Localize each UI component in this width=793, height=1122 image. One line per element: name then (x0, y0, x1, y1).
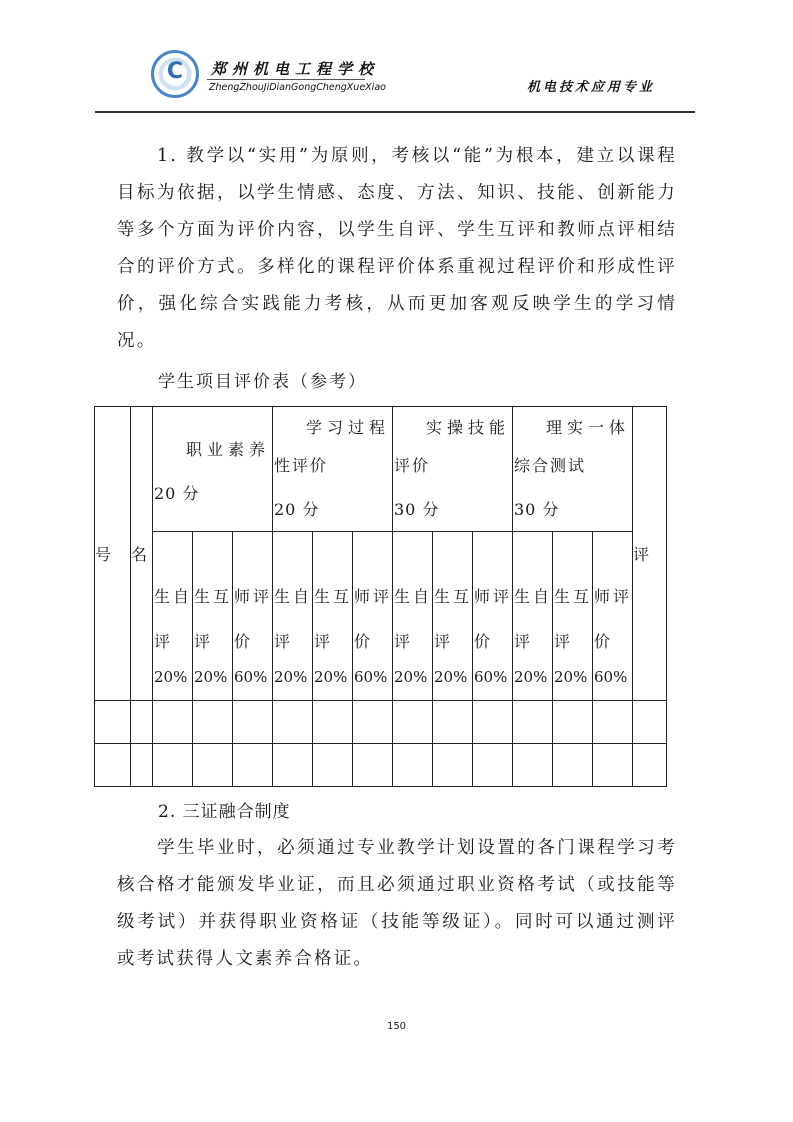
sub-label: 价 (354, 632, 372, 651)
table-cell[interactable] (273, 744, 313, 787)
sub-label: 评 (194, 632, 212, 651)
header-number-label: 号 (95, 545, 112, 564)
section2-title: 2. 三证融合制度 (158, 802, 291, 822)
table-cell[interactable] (193, 701, 233, 744)
group-score: 30 分 (394, 500, 440, 519)
sub-label: 师评 (474, 587, 513, 606)
sub-weight: 20% (274, 668, 308, 686)
sub-label: 生互 (194, 587, 233, 606)
sub-header-cell (513, 532, 553, 701)
group-subtitle: 性评价 (274, 456, 329, 475)
sub-label: 评 (434, 632, 452, 651)
sub-weight: 20% (554, 668, 588, 686)
table-row (95, 701, 667, 744)
sub-weight: 20% (514, 668, 548, 686)
sub-weight: 60% (474, 668, 508, 686)
table-cell[interactable] (633, 701, 667, 744)
table-cell[interactable] (193, 744, 233, 787)
sub-label: 师评 (354, 587, 393, 606)
table-cell[interactable] (473, 744, 513, 787)
table-cell[interactable] (633, 744, 667, 787)
section1-paragraph: 1. 教学以“实用”为原则，考核以“能”为根本，建立以课程目标为依据，以学生情感、态度、方法、知识、技能、创新能力等多个方面为评价内容，以学生自评、学生互评和教师点评相结合的评价方式。多样化的课程评价体系重视过程评价和形成性评价，强化综合实践能力考核，从而更加客观反映学生的学习情况。 (117, 146, 677, 351)
header-total-label: 评 (633, 545, 650, 564)
group-score: 20 分 (154, 484, 200, 503)
table-cell[interactable] (95, 701, 131, 744)
sub-weight: 20% (194, 668, 228, 686)
sub-label: 生自 (274, 587, 313, 606)
page-number: 150 (386, 1021, 407, 1032)
header-total (633, 407, 667, 701)
school-logo-icon (151, 50, 199, 98)
sub-label: 评 (274, 632, 292, 651)
logo-glyph: C (166, 59, 184, 84)
group-header-row (95, 407, 667, 532)
sub-weight: 60% (354, 668, 388, 686)
sub-label: 生互 (554, 587, 593, 606)
table-cell[interactable] (433, 744, 473, 787)
sub-weight: 20% (314, 668, 348, 686)
header-name (131, 407, 153, 701)
school-name-en: ZhengZhouJiDianGongChengXueXiao (209, 82, 386, 93)
table-row (95, 744, 667, 787)
sub-header-cell (193, 532, 233, 701)
sub-header-cell (313, 532, 353, 701)
sub-label: 生互 (434, 587, 473, 606)
group-subtitle: 综合测试 (514, 456, 587, 475)
table-cell[interactable] (513, 744, 553, 787)
group-header (273, 407, 393, 532)
sub-label: 生自 (154, 587, 193, 606)
sub-header-cell (433, 532, 473, 701)
page-header (95, 44, 695, 112)
header-number (95, 407, 131, 701)
sub-label: 价 (474, 632, 492, 651)
table-cell[interactable] (353, 744, 393, 787)
sub-label: 师评 (594, 587, 633, 606)
sub-label: 评 (314, 632, 332, 651)
sub-header-cell (473, 532, 513, 701)
sub-header-cell (153, 532, 193, 701)
sub-label: 评 (394, 632, 412, 651)
sub-weight: 60% (234, 668, 268, 686)
sub-label: 评 (554, 632, 572, 651)
section2-paragraph: 学生毕业时，必须通过专业教学计划设置的各门课程学习考核合格才能颁发毕业证，而且必须通过职业资格考试（或技能等级考试）并获得职业资格证（技能等级证）。同时可以通过测评或考试获得人文素养合格证。 (117, 838, 677, 969)
table-cell[interactable] (273, 701, 313, 744)
table-cell[interactable] (131, 701, 153, 744)
table-cell[interactable] (553, 701, 593, 744)
sub-header-cell (353, 532, 393, 701)
table-cell[interactable] (313, 701, 353, 744)
table-cell[interactable] (153, 701, 193, 744)
table-cell[interactable] (353, 701, 393, 744)
sub-weight: 60% (594, 668, 628, 686)
header-rule (95, 111, 695, 113)
group-title: 职业素养 (185, 440, 270, 459)
table-cell[interactable] (553, 744, 593, 787)
sub-label: 生自 (514, 587, 553, 606)
table-cell[interactable] (131, 744, 153, 787)
group-header (153, 407, 273, 532)
table-cell[interactable] (233, 701, 273, 744)
sub-label: 生自 (394, 587, 433, 606)
table-cell[interactable] (473, 701, 513, 744)
table-cell[interactable] (593, 701, 633, 744)
group-title: 学习过程 (305, 418, 390, 437)
group-title: 实操技能 (425, 418, 510, 437)
evaluation-table (94, 406, 667, 787)
sub-weight: 20% (394, 668, 428, 686)
sub-weight: 20% (154, 668, 188, 686)
sub-header-row (95, 532, 667, 701)
table-cell[interactable] (313, 744, 353, 787)
table-cell[interactable] (153, 744, 193, 787)
table-cell[interactable] (393, 744, 433, 787)
table-cell[interactable] (433, 701, 473, 744)
sub-label: 师评 (234, 587, 273, 606)
school-name-divider (207, 79, 365, 80)
group-score: 20 分 (274, 500, 320, 519)
sub-header-cell (393, 532, 433, 701)
table-cell[interactable] (95, 744, 131, 787)
group-subtitle: 评价 (394, 456, 431, 475)
sub-header-cell (233, 532, 273, 701)
table-cell[interactable] (393, 701, 433, 744)
school-name-cn: 郑州机电工程学校 (211, 60, 380, 78)
group-header (393, 407, 513, 532)
sub-weight: 20% (434, 668, 468, 686)
sub-header-cell (553, 532, 593, 701)
sub-label: 评 (514, 632, 532, 651)
major-title: 机电技术应用专业 (526, 80, 655, 95)
sub-label: 价 (594, 632, 612, 651)
sub-header-cell (593, 532, 633, 701)
group-score: 30 分 (514, 500, 560, 519)
table-cell[interactable] (233, 744, 273, 787)
sub-label: 生互 (314, 587, 353, 606)
table-cell[interactable] (513, 701, 553, 744)
group-title: 理实一体 (545, 418, 630, 437)
sub-label: 评 (154, 632, 172, 651)
sub-label: 价 (234, 632, 252, 651)
header-name-label: 名 (131, 545, 148, 564)
table-cell[interactable] (593, 744, 633, 787)
sub-header-cell (273, 532, 313, 701)
group-header (513, 407, 633, 532)
table-caption: 学生项目评价表（参考） (158, 372, 367, 392)
